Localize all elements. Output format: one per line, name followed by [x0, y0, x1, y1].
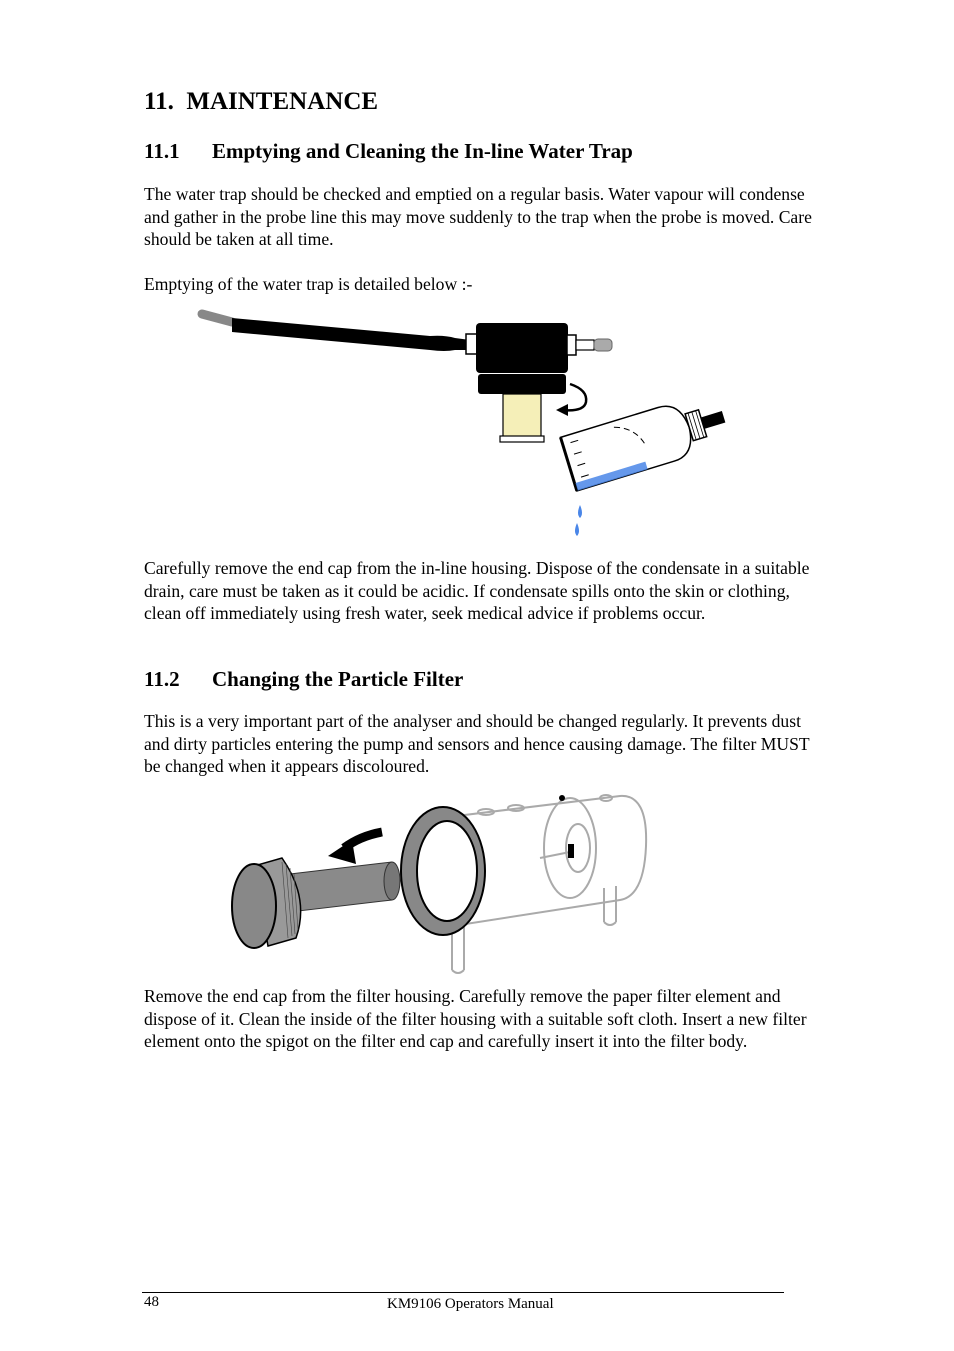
water-trap-detail-lead: Emptying of the water trap is detailed below :-	[144, 274, 473, 294]
particle-filter-replacement-paragraph: Remove the end cap from the filter housing. Carefully remove the paper filter element and dispose of it. Clean the inside of the filter housing with a suitable soft cloth. Insert a new filter element onto the spigot on the filter end cap and carefully insert it into the filter body.	[144, 986, 807, 1051]
section-title: MAINTENANCE	[186, 88, 379, 115]
water-drop	[578, 505, 582, 518]
subsection-title: Changing the Particle Filter	[212, 667, 464, 691]
trap-housing-top	[476, 323, 568, 373]
sealing-ring-bore	[417, 821, 477, 921]
footer-manual-title: KM9106 Operators Manual	[387, 1296, 554, 1312]
filter-element-base	[500, 436, 544, 442]
housing-screw	[559, 795, 565, 801]
particle-filter-intro-paragraph: This is a very important part of the analyser and should be changed regularly. It prevents dust and dirty particles entering the pump and sensors and hence causing damage. The filter MUST be changed when it appears discoloured.	[144, 711, 810, 776]
end-cap-face	[232, 864, 276, 948]
page-number: 48	[144, 1294, 159, 1310]
particle-filter-illustration	[0, 788, 954, 980]
outlet-nipple	[576, 340, 594, 350]
section-number: 11.	[144, 88, 174, 115]
filter-tube	[290, 862, 398, 912]
trap-housing-collar	[478, 374, 566, 394]
water-drop	[575, 523, 579, 536]
outlet-tube	[594, 339, 612, 351]
outlet-fitting	[567, 335, 576, 355]
probe-tip	[202, 314, 232, 322]
filter-element	[503, 394, 541, 438]
subsection-number: 11.1	[144, 139, 180, 163]
probe-hose	[232, 318, 470, 351]
subsection-number: 11.2	[144, 667, 180, 691]
arrow-head	[556, 404, 568, 416]
subsection-heading-particle-filter	[144, 667, 463, 692]
water-trap-intro-paragraph: The water trap should be checked and emptied on a regular basis. Water vapour will condense and gather in the probe line this may move suddenly to the trap when the probe is moved. Care should be taken at all time.	[144, 184, 812, 249]
arrow-head	[328, 840, 356, 864]
end-cap-bowl	[561, 390, 732, 491]
footer-rule	[142, 1292, 784, 1293]
water-trap-illustration	[0, 300, 954, 545]
section-heading	[144, 88, 378, 116]
water-trap-disposal-paragraph: Carefully remove the end cap from the in-line housing. Dispose of the condensate in a suitable drain, care must be taken as it could be acidic. If condensate spills onto the skin or clothing, clean off immediately using fresh water, seek medical advice if problems occur.	[144, 558, 810, 623]
subsection-heading-water-trap	[144, 139, 633, 164]
subsection-title: Emptying and Cleaning the In-line Water Trap	[212, 139, 633, 163]
